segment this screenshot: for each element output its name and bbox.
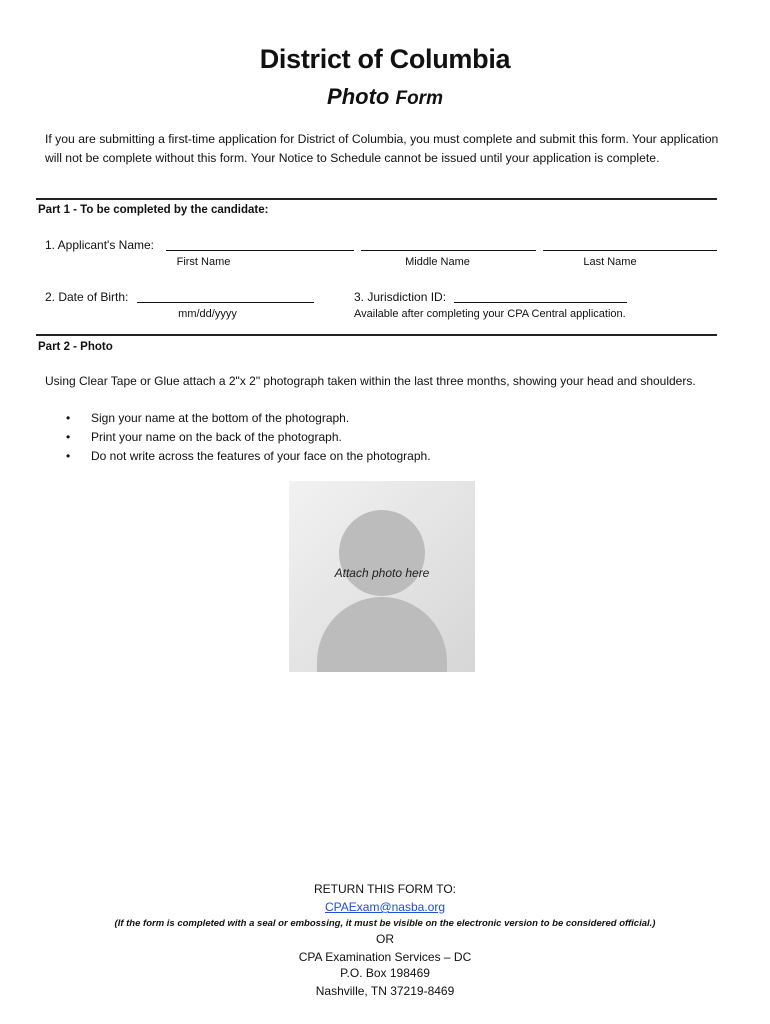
dob-label: 2. Date of Birth: [45, 290, 129, 304]
section-divider-1 [36, 198, 717, 200]
email-link[interactable]: CPAExam@nasba.org [324, 900, 445, 914]
return-label: RETURN THIS FORM TO: [313, 882, 456, 896]
city-state-zip: Nashville, TN 37219-8469 [315, 984, 455, 998]
list-item: • Do not write across the features of your face on the photograph. [66, 449, 431, 463]
jurisdiction-id-hint: Available after completing your CPA Central application. [354, 308, 626, 320]
attach-photo-label: Attach photo here [334, 566, 430, 580]
part1-heading: Part 1 - To be completed by the candidate: [38, 204, 269, 216]
photo-placeholder[interactable] [289, 481, 475, 672]
last-name-caption: Last Name [583, 256, 637, 268]
list-item: • Print your name on the back of the photograph. [66, 430, 342, 444]
silhouette-head-icon [339, 510, 425, 596]
subtitle-form: Form [395, 88, 443, 109]
applicant-name-label: 1. Applicant's Name: [45, 238, 155, 252]
dob-field[interactable] [137, 302, 314, 303]
dob-format-caption: mm/dd/yyyy [178, 308, 237, 320]
last-name-field[interactable] [543, 250, 717, 251]
po-box: P.O. Box 198469 [340, 966, 430, 980]
seal-note: (If the form is completed with a seal or embossing, it must be visible on the electronic version to be considered official.) [114, 918, 656, 929]
jurisdiction-id-label: 3. Jurisdiction ID: [354, 290, 447, 304]
org-name: CPA Examination Services – DC [298, 950, 472, 964]
intro-paragraph: If you are submitting a first-time application for District of Columbia, you must complete and submit this form. Your application will not be complete without this form. Your Notice to Schedule cannot be issued until your application is complete. [45, 132, 719, 165]
list-item: • Sign your name at the bottom of the photograph. [66, 411, 350, 425]
silhouette-shoulders-icon [317, 597, 447, 672]
or-divider: OR [376, 932, 394, 946]
part2-heading: Part 2 - Photo [38, 341, 113, 353]
first-name-field[interactable] [166, 250, 354, 251]
middle-name-field[interactable] [361, 250, 536, 251]
jurisdiction-id-field[interactable] [454, 302, 627, 303]
photo-rules-list [66, 409, 431, 466]
first-name-caption: First Name [176, 256, 231, 268]
form-title: District of Columbia [259, 44, 511, 74]
middle-name-caption: Middle Name [405, 256, 470, 268]
email-line [0, 900, 770, 914]
section-divider-2 [36, 334, 717, 336]
subtitle-photo: Photo [327, 84, 390, 109]
form-subtitle [0, 84, 770, 110]
photo-instructions: Using Clear Tape or Glue attach a 2"x 2" photograph taken within the last three months, showing your head and shoulders. [45, 374, 696, 388]
